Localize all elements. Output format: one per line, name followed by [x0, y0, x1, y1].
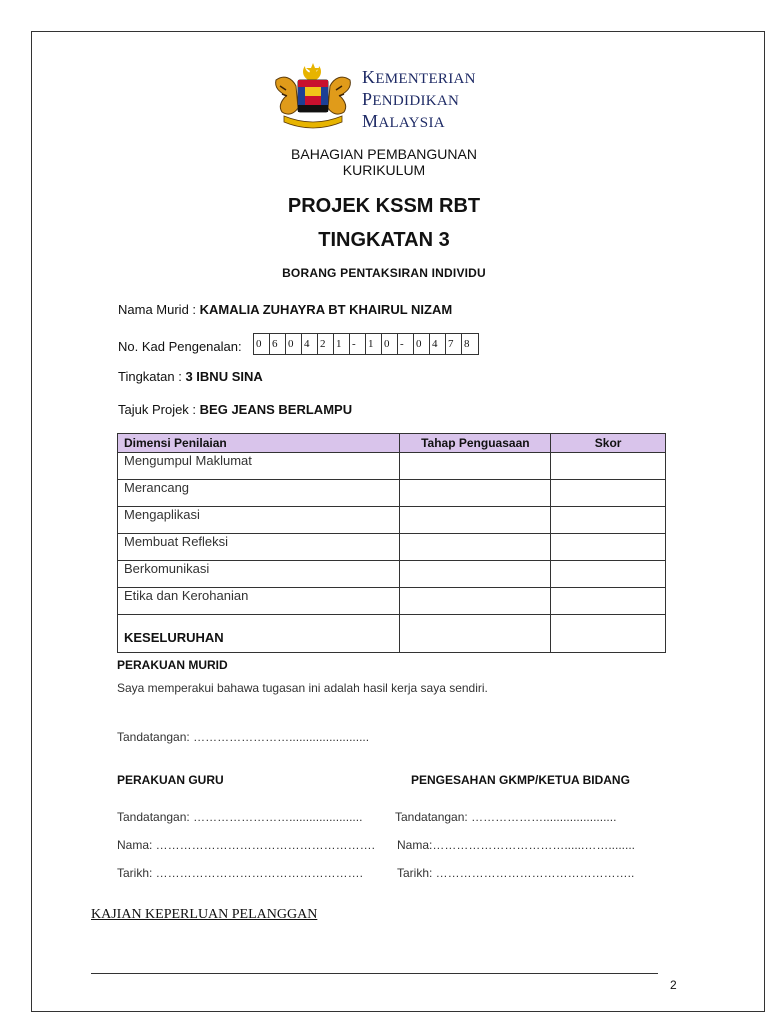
ic-number-boxes — [253, 333, 479, 355]
student-name-value: KAMALIA ZUHAYRA BT KHAIRUL NIZAM — [199, 302, 453, 317]
ic-digit: 1 — [334, 334, 350, 354]
total-mastery-cell[interactable] — [400, 615, 551, 653]
next-section-heading: KAJIAN KEPERLUAN PELANGGAN — [91, 907, 318, 922]
topic-label: Tajuk Projek : — [118, 402, 197, 417]
ic-digit: - — [398, 334, 414, 354]
dimension-cell: Etika dan Kerohanian — [118, 588, 400, 615]
ic-digit: 0 — [286, 334, 302, 354]
class-row — [118, 369, 263, 384]
score-cell[interactable] — [551, 588, 666, 615]
head-name-line: Nama:……………………………......……........ — [397, 838, 636, 852]
assessment-table — [117, 433, 666, 653]
student-declaration-title: PERAKUAN MURID — [117, 658, 228, 672]
ic-digit: 2 — [318, 334, 334, 354]
ic-digit: 4 — [302, 334, 318, 354]
form-title: BORANG PENTAKSIRAN INDIVIDU — [282, 266, 486, 280]
division-line-1: BAHAGIAN PEMBANGUNAN — [291, 146, 477, 162]
page-number: 2 — [670, 978, 677, 992]
mastery-cell[interactable] — [400, 561, 551, 588]
ministry-line-3: MALAYSIA — [362, 111, 445, 131]
dimension-cell: Mengaplikasi — [118, 507, 400, 534]
student-declaration-statement: Saya memperakui bahawa tugasan ini adalah hasil kerja saya sendiri. — [117, 681, 488, 695]
header-score: Skor — [551, 434, 666, 453]
table-row — [118, 507, 666, 534]
table-row — [118, 588, 666, 615]
header-mastery: Tahap Penguasaan — [400, 434, 551, 453]
score-cell[interactable] — [551, 453, 666, 480]
teacher-declaration-title: PERAKUAN GURU — [117, 773, 224, 787]
ic-digit: 6 — [270, 334, 286, 354]
topic-row — [118, 402, 352, 417]
mastery-cell[interactable] — [400, 588, 551, 615]
project-title: PROJEK KSSM RBT — [287, 195, 481, 217]
score-cell[interactable] — [551, 534, 666, 561]
mastery-cell[interactable] — [400, 507, 551, 534]
division-line-2: KURIKULUM — [342, 162, 426, 178]
ic-digit: 4 — [430, 334, 446, 354]
score-cell[interactable] — [551, 561, 666, 588]
teacher-signature-line: Tandatangan: ……………………...................... — [117, 810, 363, 824]
ic-digit: 0 — [254, 334, 270, 354]
total-score-cell[interactable] — [551, 615, 666, 653]
head-date-line: Tarikh: ………………………………………….. — [397, 866, 635, 880]
header-dimension: Dimensi Penilaian — [118, 434, 400, 453]
footer-rule — [91, 973, 658, 974]
table-row — [118, 534, 666, 561]
mastery-cell[interactable] — [400, 453, 551, 480]
table-row — [118, 480, 666, 507]
division-name — [0, 146, 768, 178]
ministry-line-1: KEMENTERIAN — [362, 67, 476, 87]
student-signature-line: Tandatangan: ……………………........................ — [117, 730, 370, 744]
student-name-row — [118, 302, 452, 317]
form-level: TINGKATAN 3 — [318, 229, 450, 251]
total-label-cell: KESELURUHAN — [118, 615, 400, 653]
table-total-row — [118, 615, 666, 653]
student-name-label: Nama Murid : — [118, 302, 197, 317]
mastery-cell[interactable] — [400, 480, 551, 507]
dimension-cell: Merancang — [118, 480, 400, 507]
ic-digit: 8 — [464, 338, 470, 350]
dimension-cell: Mengumpul Maklumat — [118, 453, 400, 480]
topic-value: BEG JEANS BERLAMPU — [199, 402, 353, 417]
dimension-cell: Berkomunikasi — [118, 561, 400, 588]
class-label: Tingkatan : — [118, 369, 182, 384]
table-row — [118, 561, 666, 588]
table-row — [118, 453, 666, 480]
dimension-cell: Membuat Refleksi — [118, 534, 400, 561]
coat-of-arms-logo — [272, 62, 354, 132]
ic-label: No. Kad Pengenalan: — [118, 339, 242, 354]
ic-digit: 1 — [366, 334, 382, 354]
score-cell[interactable] — [551, 507, 666, 534]
head-signature-line: Tandatangan: ………………...................... — [395, 810, 617, 824]
ic-digit: 0 — [382, 334, 398, 354]
class-value: 3 IBNU SINA — [185, 369, 263, 384]
teacher-name-line: Nama: ………………………………………………. — [117, 838, 376, 852]
head-verification-title: PENGESAHAN GKMP/KETUA BIDANG — [411, 773, 630, 787]
ic-digit: 0 — [414, 334, 430, 354]
mastery-cell[interactable] — [400, 534, 551, 561]
ministry-name — [362, 67, 476, 133]
teacher-date-line: Tarikh: ……………………………………………. — [117, 866, 364, 880]
score-cell[interactable] — [551, 480, 666, 507]
ministry-line-2: PENDIDIKAN — [362, 89, 460, 109]
table-header-row — [118, 434, 666, 453]
ic-digit: - — [350, 334, 366, 354]
ic-digit: 7 — [446, 334, 462, 354]
